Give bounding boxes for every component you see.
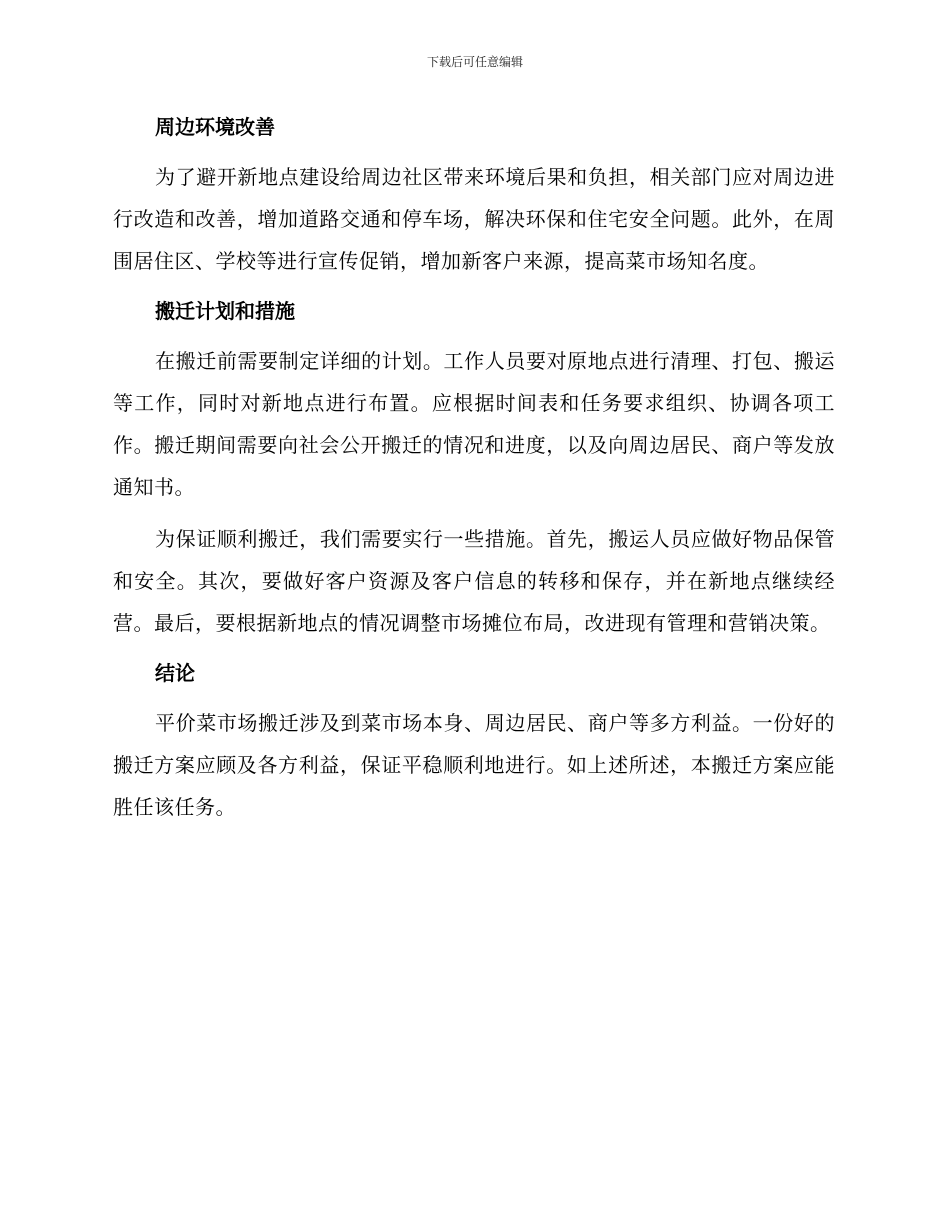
section-heading: 搬迁计划和措施	[155, 299, 295, 323]
paragraph: 为了避开新地点建设给周边社区带来环境后果和负担，相关部门应对周边进行改造和改善，增加道路交通和停车场，解决环保和住宅安全问题。此外，在周围居住区、学校等进行宣传促销，增加新客户来源，提高菜市场知名度。	[113, 165, 835, 273]
section-environment	[113, 106, 835, 282]
paragraph: 为保证顺利搬迁，我们需要实行一些措施。首先，搬运人员应做好物品保管和安全。其次，要做好客户资源及客户信息的转移和保存，并在新地点继续经营。最后，要根据新地点的情况调整市场摊位布局，改进现有管理和营销决策。	[113, 527, 835, 635]
section-heading: 结论	[155, 661, 195, 685]
document-body	[113, 106, 835, 836]
paragraph: 平价菜市场搬迁涉及到菜市场本身、周边居民、商户等多方利益。一份好的搬迁方案应顾及各方利益，保证平稳顺利地进行。如上述所述，本搬迁方案应能胜任该任务。	[113, 711, 835, 819]
page-header: 下载后可任意编辑	[426, 55, 523, 69]
section-conclusion	[113, 652, 835, 828]
section-heading: 周边环境改善	[155, 115, 275, 139]
section-relocation-plan	[113, 290, 835, 644]
paragraph: 在搬迁前需要制定详细的计划。工作人员要对原地点进行清理、打包、搬运等工作，同时对新地点进行布置。应根据时间表和任务要求组织、协调各项工作。搬迁期间需要向社会公开搬迁的情况和进度，以及向周边居民、商户等发放通知书。	[113, 349, 835, 499]
